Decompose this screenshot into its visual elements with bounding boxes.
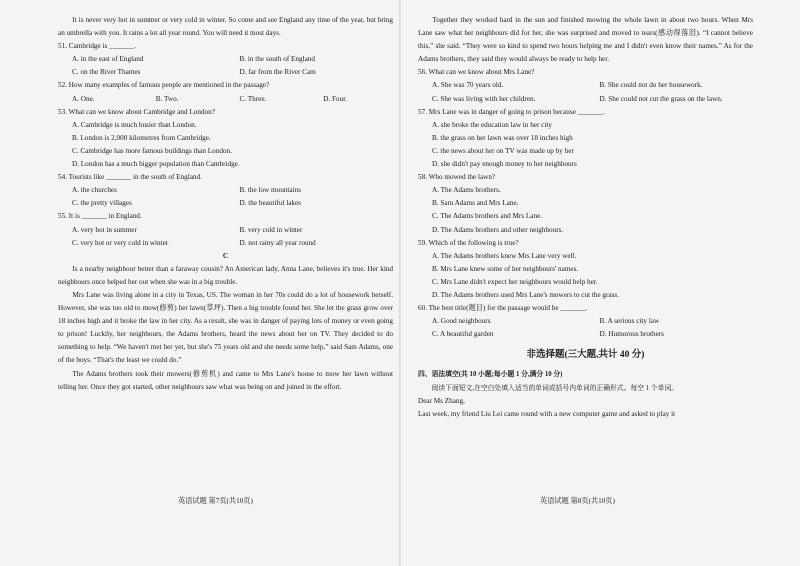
option-list [418, 250, 753, 302]
option-list [418, 119, 753, 171]
right-page [418, 14, 753, 421]
answer-option: D. The Adams brothers and other neighbours. [432, 225, 564, 234]
section-heading: 非选择题(三大题,共计 40 分) [526, 350, 645, 361]
option-list [418, 184, 753, 236]
answer-option: C. Three. [239, 94, 267, 103]
answer-option: A. Good neighbours [432, 317, 491, 326]
question-stem: 53. What can we know about Cambridge and London? [58, 107, 215, 116]
intro-paragraph: It is never very hot in summer or very cold in winter. So come and see England any time of the year, but bring an umbrella with you. It rains a lot all year round. You will need it most days. [58, 16, 393, 38]
section-label: C [222, 251, 229, 260]
answer-option: C. The Adams brothers and Mrs Lane. [432, 212, 543, 221]
part4-title: 四、语法填空(共 10 小题;每小题 1 分,满分 10 分) [418, 371, 563, 379]
passage-paragraph: Mrs Lane was living alone in a city in Texas, US. The woman in her 70s could do a lot of housework herself. However, she was too old to mow(修剪) her lawn(草坪). Then a big trouble found her. She let the grass grow over 18 inches high and it broke the law in her city. As a result, she was in danger of paying lots of money or even going to prison! Luckily, her neighbours, the Adams brothers, heard the news about her on TV. They decided to do something to help. “We haven't met her yet, but she's 75 years old and she needs some help,” said Sam Adams, one of the boys. “That's the least we could do.” [58, 290, 393, 365]
passage-paragraph: Together they worked hard in the sun and finished mowing the whole lawn in about two hours. When Mrs Lane saw what her neighbours did for her, she was surprised and moved to tears(感动得落泪). “I cannot believe this,” she said. “They were so kind to spend two hours helping me and I didn't even know their names.” As for the Adams brothers, they said they would always be ready to help her. [418, 16, 753, 64]
answer-option: B. in the south of England [239, 55, 315, 64]
answer-option: D. not rainy all year round [239, 238, 316, 247]
answer-option: A. in the east of England [72, 55, 144, 64]
answer-option: B. She could not do her housework. [599, 81, 703, 90]
answer-option: B. the low mountains [239, 186, 301, 195]
answer-option: D. London has a much bigger population than Cambridge. [72, 160, 240, 169]
letter-greeting: Dear Ms Zhang, [418, 396, 465, 405]
answer-option: B. Sam Adams and Mrs Lane. [432, 199, 519, 208]
answer-option: D. She could not cut the grass on the lawn. [599, 94, 723, 103]
answer-option: A. The Adams brothers. [432, 186, 501, 195]
option-list [58, 53, 393, 79]
passage-paragraph: The Adams brothers took their mowers(修剪机) and came to Mrs Lane's house to mow her lawn without telling her. Once they got started, other neighbours saw what was being on and joined in the effort. [58, 369, 393, 391]
passage-paragraph: Is a nearby neighbour better than a faraway cousin? An American lady, Anna Lane, believes it's true. Her kind neighbours once helped her out when she was in a big trouble. [58, 264, 393, 286]
letter-line: Last week, my friend Liu Lei came round with a new computer game and asked to play it [418, 409, 676, 418]
answer-option: A. she broke the education law in her city [432, 120, 552, 129]
answer-option: A. very hot in summer [72, 225, 137, 234]
option-list [58, 184, 393, 210]
answer-option: C. A beautiful garden [432, 330, 494, 339]
answer-option: B. very cold in winter [239, 225, 303, 234]
question-stem: 58. Who mowed the lawn? [418, 173, 496, 182]
answer-option: A. She was 70 years old. [432, 81, 504, 90]
answer-option: D. Four. [323, 94, 348, 103]
answer-option: D. she didn't pay enough money to her neighbours [432, 160, 577, 169]
part4-instructions: 阅读下面短文,在空白处填入适当的单词或括号内单词的正确形式。每空 1 个单词。 [431, 384, 678, 392]
answer-option: D. far from the River Cam [239, 68, 316, 77]
answer-option: A. The Adams brothers knew Mrs Lane very well. [432, 251, 577, 260]
answer-option: B. London is 2,000 kilometres from Cambridge. [72, 133, 211, 142]
left-question-list [58, 40, 393, 250]
answer-option: B. the grass on her lawn was over 18 inches high [432, 133, 573, 142]
question-stem: 52. How many examples of famous people are mentioned in the passage? [58, 81, 270, 90]
option-list [58, 93, 393, 106]
page-footer-right: 英语试题 第8页(共10页) [540, 497, 615, 505]
answer-option: D. Humorous brothers [599, 330, 664, 339]
answer-option: C. Mrs Lane didn't expect her neighbours would help her. [432, 277, 598, 286]
answer-option: A. One. [72, 94, 95, 103]
answer-option: C. Cambridge has more famous buildings than London. [72, 146, 232, 155]
left-page [58, 14, 393, 394]
question-stem: 60. The best title(题目) for the passage would be _______. [418, 304, 588, 313]
answer-option: C. She was living with her children. [432, 94, 536, 103]
option-list [418, 79, 753, 105]
right-question-list [418, 66, 753, 341]
question-stem: 56. What can we know about Mrs Lane? [418, 68, 535, 77]
option-list [58, 119, 393, 171]
option-list [58, 224, 393, 250]
answer-option: C. the pretty villages [72, 199, 132, 208]
page-footer-left: 英语试题 第7页(共10页) [178, 497, 253, 505]
page-fold [399, 0, 401, 566]
answer-option: A. the churches [72, 186, 117, 195]
question-stem: 54. Tourists like _______ in the south of England. [58, 173, 202, 182]
option-list [418, 315, 753, 341]
answer-option: B. Mrs Lane knew some of her neighbours' names. [432, 264, 579, 273]
question-stem: 51. Cambridge is _______. [58, 42, 137, 51]
answer-option: D. the beautiful lakes [239, 199, 301, 208]
answer-option: A. Cambridge is much busier than London. [72, 120, 197, 129]
question-stem: 57. Mrs Lane was in danger of going to prison because _______. [418, 107, 605, 116]
answer-option: B. A serious city law [599, 317, 660, 326]
answer-option: C. very hot or very cold in winter [72, 238, 169, 247]
question-stem: 59. Which of the following is true? [418, 238, 519, 247]
answer-option: C. the news about her on TV was made up by her [432, 146, 574, 155]
answer-option: C. on the River Thames [72, 68, 141, 77]
answer-option: D. The Adams brothers used Mrs Lane's mowers to cut the grass. [432, 290, 620, 299]
answer-option: B. Two. [155, 94, 179, 103]
question-stem: 55. It is _______ in England. [58, 212, 142, 221]
